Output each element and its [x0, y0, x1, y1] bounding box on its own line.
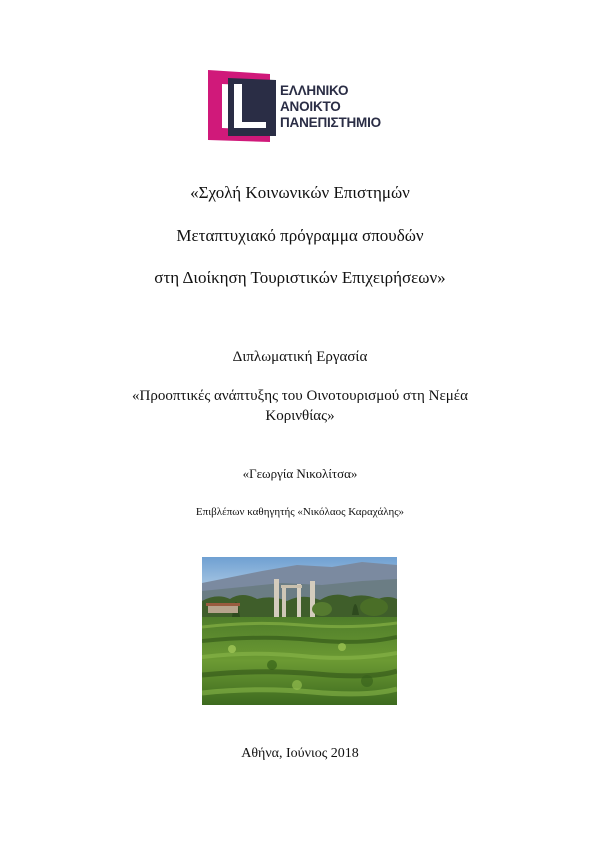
program-field: στη Διοίκηση Τουριστικών Επιχειρήσεων» [154, 268, 446, 287]
vineyard-temple-image [202, 557, 397, 705]
thesis-supervisor: Επιβλέπων καθηγητής «Νικόλαος Καραχάλης» [195, 506, 405, 518]
thesis-type: Διπλωματική Εργασία [232, 349, 368, 365]
logo-line-3: ΠΑΝΕΠΙΣΤΗΜΙΟ [280, 115, 381, 130]
university-logo-text [280, 83, 381, 131]
nemea-vineyard-photo [202, 557, 397, 705]
thesis-title: «Προοπτικές ανάπτυξης του Οινοτουρισμού στη Νεμέα Κορινθίας» [132, 388, 468, 424]
place-and-date: Αθήνα, Ιούνιος 2018 [241, 746, 359, 761]
thesis-author: «Γεωργία Νικολίτσα» [242, 466, 358, 481]
logo-line-1: ΕΛΛΗΝΙΚΟ [280, 83, 349, 98]
university-logo-mark-icon [208, 70, 276, 142]
school-name: «Σχολή Κοινωνικών Επιστημών [190, 183, 410, 202]
program-name: Μεταπτυχιακό πρόγραμμα σπουδών [176, 226, 424, 245]
university-logo [208, 70, 398, 144]
logo-line-2: ΑΝΟΙΚΤΟ [280, 99, 341, 114]
